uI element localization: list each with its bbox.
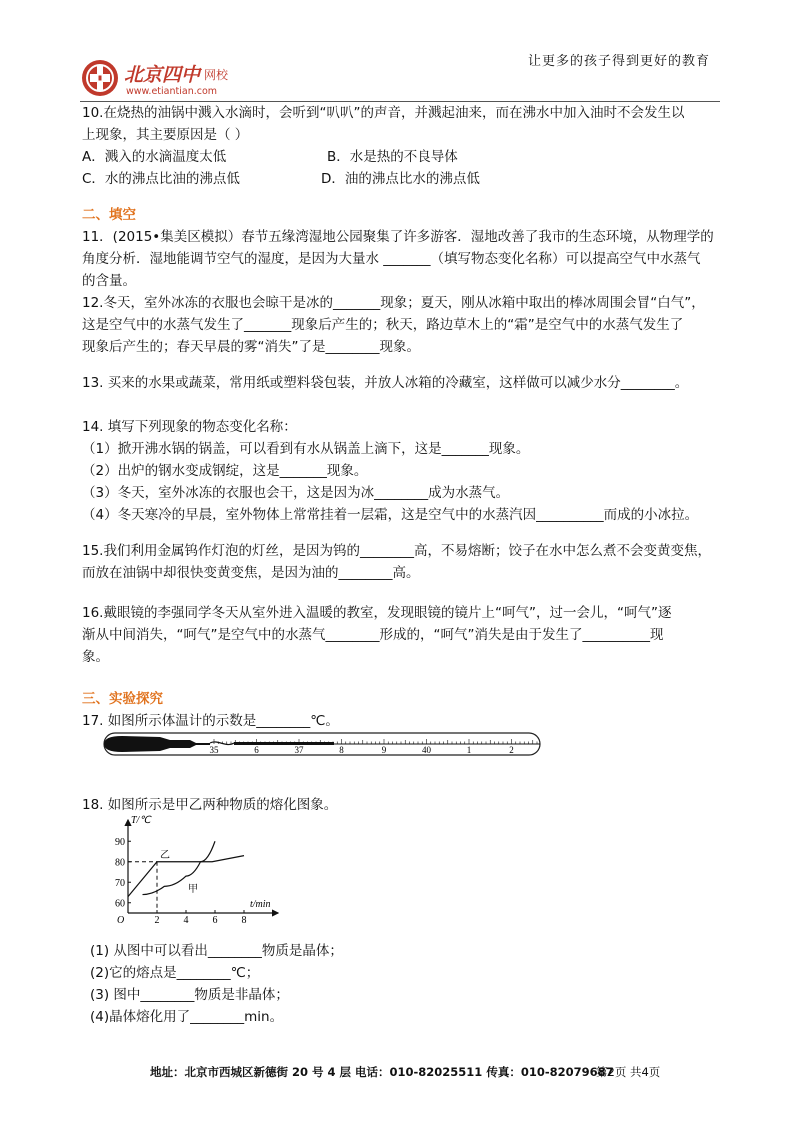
y-tick-label: 60 [115, 898, 125, 910]
q14-item-3: （3）冬天，室外冰冻的衣服也会干，这是因为冰________成为水蒸气。 [82, 485, 510, 501]
q10-option-d: D．油的沸点比水的沸点低 [321, 171, 480, 187]
thermometer-scale-label: 37 [294, 745, 304, 755]
q10-option-b: B．水是热的不良导体 [327, 149, 458, 165]
thermometer-scale-label: 1 [466, 745, 472, 755]
q10-line1: 10.在烧热的油锅中溅入水滴时，会听到“叭叭”的声音，并溅起油来，而在沸水中加入油时不会发生以 [82, 105, 685, 121]
y-tick-label: 80 [115, 857, 125, 869]
origin-label: O [117, 915, 125, 926]
series-jia-line [143, 841, 216, 894]
logo-name: 北京四中 [124, 64, 201, 86]
q11-line2: 角度分析．湿地能调节空气的湿度，是因为大量水 _______（填写物态变化名称）可以提高空气中水蒸气 [82, 251, 701, 267]
q12-line3: 现象后产生的；春天早晨的雾“消失”了是________现象。 [82, 339, 420, 355]
q11-line1: 11．(2015•集美区模拟）春节五缘湾湿地公园聚集了许多游客．湿地改善了我市的生态环境，从物理学的 [82, 229, 714, 245]
x-tick-label: 4 [183, 915, 189, 926]
x-tick-label: 6 [212, 915, 218, 926]
q10-option-a: A．溅入的水滴温度太低 [82, 149, 227, 165]
x-tick-label: 8 [241, 915, 247, 926]
thermometer-scale-label: 8 [339, 745, 344, 755]
section-fill-in: 二、填空 [82, 207, 136, 223]
q11-line3: 的含量。 [82, 273, 136, 289]
q17-text: 17. 如图所示体温计的示数是________℃。 [82, 713, 339, 729]
x-axis-label: t/min [250, 899, 271, 910]
q13-text: 13. 买来的水果或蔬菜，常用纸或塑料袋包装，并放人冰箱的冷藏室，这样做可以减少水分________。 [82, 375, 689, 391]
logo-suffix: 网校 [204, 68, 229, 82]
logo-url: www.etiantian.com [126, 86, 218, 97]
q18-sub4: (4)晶体熔化用了________min。 [90, 1009, 284, 1025]
thermometer-scale-label: 9 [381, 745, 387, 755]
footer-page: 第2页 共4页 [596, 1065, 661, 1079]
q18-sub3: (3) 图中________物质是非晶体； [90, 987, 289, 1003]
series-label: 乙 [160, 849, 170, 861]
melting-graph [100, 815, 300, 930]
header-slogan: 让更多的孩子得到更好的教育 [528, 54, 711, 69]
q16-line3: 象。 [82, 649, 109, 665]
y-axis-label: T/℃ [131, 815, 151, 826]
q16-line1: 16.戴眼镜的李强同学冬天从室外进入温暖的教室，发现眼镜的镜片上“呵气”，过一会儿，“呵气”逐 [82, 605, 672, 621]
logo-emblem-icon [80, 58, 120, 98]
q14-title: 14. 填写下列现象的物态变化名称： [82, 419, 297, 435]
thermometer-scale-label: 6 [254, 745, 259, 755]
q14-item-4: （4）冬天寒冷的早晨，室外物体上常常挂着一层霜，这是空气中的水蒸汽因__________而成的小冰拉。 [82, 507, 699, 523]
q12-line2: 这是空气中的水蒸气发生了_______现象后产生的；秋天，路边草木上的“霜”是空气中的水蒸气发生了 [82, 317, 684, 333]
thermometer-scale-label: 35 [209, 745, 219, 755]
y-tick-label: 70 [115, 877, 125, 889]
q14-item-2: （2）出炉的钢水变成钢绽，这是_______现象。 [82, 463, 368, 479]
q12-line1: 12.冬天，室外冰冻的衣服也会晾干是冰的_______现象；夏天，刚从冰箱中取出的棒冰周围会冒“白气”， [82, 295, 705, 311]
thermometer-scale-label: 40 [422, 745, 431, 755]
thermometer-scale-label: 2 [509, 745, 514, 755]
q10-option-c: C．水的沸点比油的沸点低 [82, 171, 240, 187]
q18-sub2: (2)它的熔点是________℃； [90, 965, 260, 981]
logo [80, 58, 260, 100]
q15-line1: 15.我们利用金属钨作灯泡的灯丝，是因为钨的________高，不易熔断；饺子在水中怎么煮不会变黄变焦， [82, 543, 711, 559]
series-label: 甲 [188, 884, 198, 896]
q15-line2: 而放在油锅中却很快变黄变焦，是因为油的________高。 [82, 565, 420, 581]
q14-item-1: （1）掀开沸水锅的锅盖，可以看到有水从锅盖上滴下，这是_______现象。 [82, 441, 530, 457]
x-tick-label: 2 [154, 915, 160, 926]
q10-line2: 上现象，其主要原因是（ ） [82, 127, 249, 143]
q18-sub1: (1) 从图中可以看出________物质是晶体； [90, 943, 343, 959]
clinical-thermometer [100, 730, 550, 760]
footer-address: 地址：北京市西城区新德街 20 号 4 层 电话：010-82025511 传真：010-82079687 [150, 1065, 614, 1079]
section-experiment: 三、实验探究 [82, 691, 163, 707]
q16-line2: 渐从中间消失，“呵气”是空气中的水蒸气________形成的，“呵气”消失是由于发生了__________现 [82, 627, 664, 643]
q18-text: 18. 如图所示是甲乙两种物质的熔化图象。 [82, 797, 338, 813]
y-tick-label: 90 [115, 836, 125, 848]
